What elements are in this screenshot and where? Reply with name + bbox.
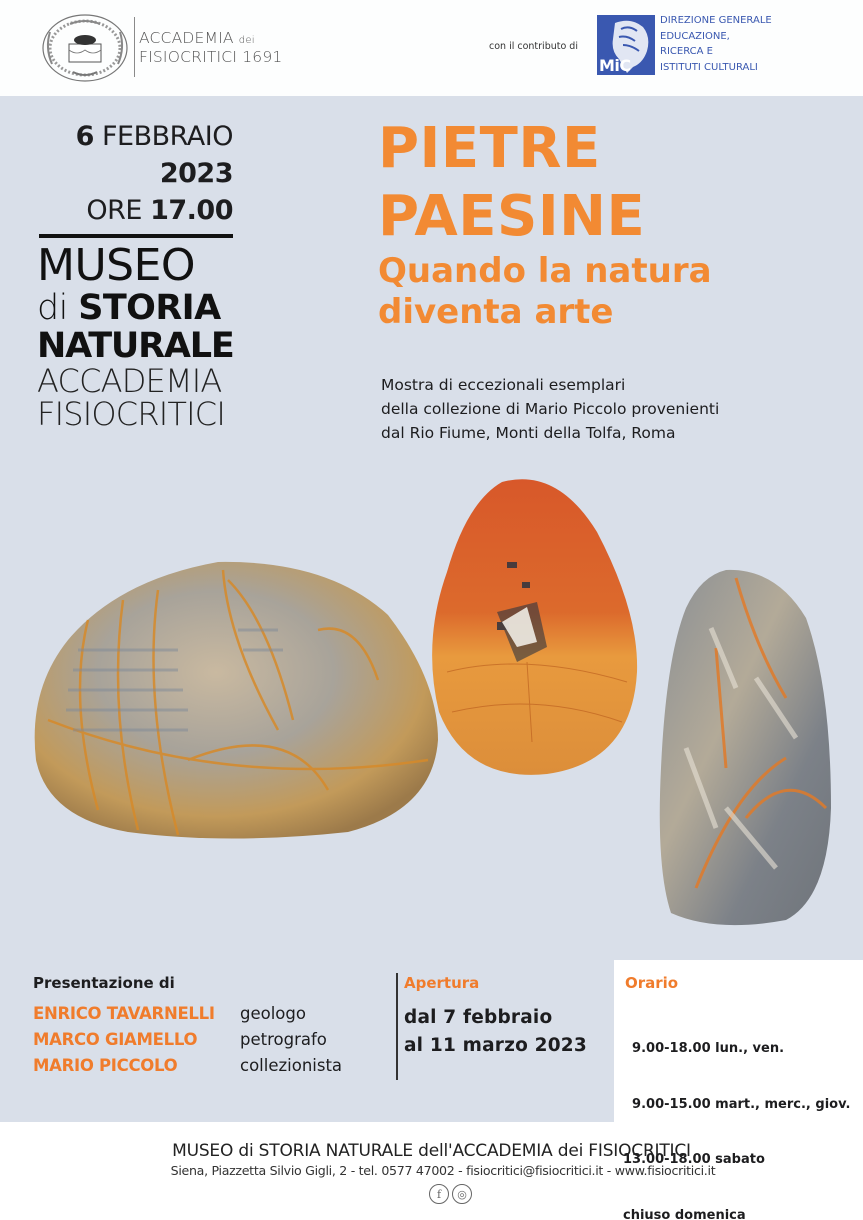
speaker-role: geologo <box>240 1004 306 1023</box>
exhibition-title-line1: PIETRE <box>378 116 601 181</box>
description-line: dal Rio Fiume, Monti della Tolfa, Roma <box>381 424 676 442</box>
ministry-line: RICERCA E <box>660 46 713 57</box>
opening-title: Apertura <box>404 974 480 992</box>
venue-line2-prefix: di <box>37 288 68 328</box>
hours-box <box>614 960 863 1220</box>
event-time-value: 17.00 <box>150 195 233 226</box>
opening-divider <box>396 973 398 1080</box>
speaker-name: ENRICO TAVARNELLI <box>33 1004 215 1023</box>
speakers-list <box>33 1004 342 1082</box>
venue-block <box>37 240 237 433</box>
footer-title: MUSEO di STORIA NATURALE dell'ACCADEMIA dei FISIOCRITICI <box>172 1141 691 1161</box>
venue-line2-main: STORIA <box>78 288 221 328</box>
academy-name-line1: ACCADEMIA <box>139 29 234 47</box>
academy-name <box>139 30 282 65</box>
academy-name-line2: FISIOCRITICI 1691 <box>139 48 283 66</box>
grey-stone-image <box>656 568 834 930</box>
contribution-label: con il contributo di <box>489 41 578 52</box>
mic-logo-text: MiC <box>599 56 631 75</box>
hours-line: 9.00-18.00 lun., ven. <box>623 1041 785 1056</box>
ministry-name <box>660 13 772 75</box>
exhibition-subtitle-line1: Quando la natura <box>378 251 712 291</box>
facebook-glyph: f <box>436 1187 442 1201</box>
opening-date-start: dal 7 febbraio <box>404 1007 553 1028</box>
header-divider <box>134 17 135 77</box>
speaker-role: collezionista <box>240 1056 343 1075</box>
facebook-icon[interactable] <box>429 1184 449 1204</box>
social-links <box>429 1184 472 1204</box>
opening-date-end: al 11 marzo 2023 <box>404 1035 587 1056</box>
hours-line: 13.00-18.00 sabato <box>623 1152 765 1167</box>
speaker-role: petrografo <box>240 1030 327 1049</box>
venue-line5: FISIOCRITICI <box>37 395 225 433</box>
accademia-seal-logo-icon <box>40 12 130 84</box>
event-date-block <box>76 118 233 229</box>
speaker-row <box>33 1004 342 1030</box>
hours-line: chiuso domenica <box>623 1207 746 1220</box>
speaker-row <box>33 1030 342 1056</box>
exhibition-title-block <box>378 115 712 333</box>
speaker-name: MARCO GIAMELLO <box>33 1030 198 1049</box>
event-year <box>76 155 233 192</box>
opening-dates <box>404 1004 587 1060</box>
venue-line3: NATURALE <box>37 326 234 366</box>
description-line: Mostra di eccezionali esemplari <box>381 376 626 394</box>
instagram-icon[interactable] <box>452 1184 472 1204</box>
exhibition-subtitle-line2: diventa arte <box>378 292 614 332</box>
hours-line: 9.00-15.00 mart., merc., giov. <box>623 1096 851 1112</box>
ministry-line: DIREZIONE GENERALE <box>660 15 772 26</box>
event-day: 6 <box>75 121 94 152</box>
ministry-line: ISTITUTI CULTURALI <box>660 61 758 73</box>
hours-title: Orario <box>625 974 679 992</box>
event-year-value: 2023 <box>159 158 233 189</box>
footer-address: Siena, Piazzetta Silvio Gigli, 2 - tel. 0577 47002 - fisiocritici@fisiocritici.it - www.fisiocritici.it <box>170 1163 716 1178</box>
speaker-row <box>33 1056 342 1082</box>
event-time <box>76 192 233 229</box>
large-stone-image <box>28 560 443 842</box>
ministry-line: EDUCAZIONE, <box>660 30 730 42</box>
exhibition-description <box>381 373 719 445</box>
date-divider <box>39 234 233 238</box>
header-band <box>0 0 863 96</box>
description-line: della collezione di Mario Piccolo provenienti <box>381 400 720 418</box>
event-date-day-month <box>76 118 233 155</box>
mic-logo-icon <box>597 15 655 75</box>
instagram-glyph: ◎ <box>457 1187 467 1201</box>
event-time-label: ORE <box>86 195 142 226</box>
venue-line4: ACCADEMIA <box>37 362 222 400</box>
hours-list <box>623 1003 850 1220</box>
venue-line2 <box>37 289 237 328</box>
orange-stone-image <box>427 472 639 782</box>
academy-name-dei: dei <box>238 35 255 46</box>
speaker-name: MARIO PICCOLO <box>33 1056 178 1075</box>
event-month: FEBBRAIO <box>102 121 233 152</box>
presentation-title: Presentazione di <box>33 974 175 992</box>
venue-line1: MUSEO <box>37 240 196 291</box>
exhibition-title-line2: PAESINE <box>378 184 646 249</box>
